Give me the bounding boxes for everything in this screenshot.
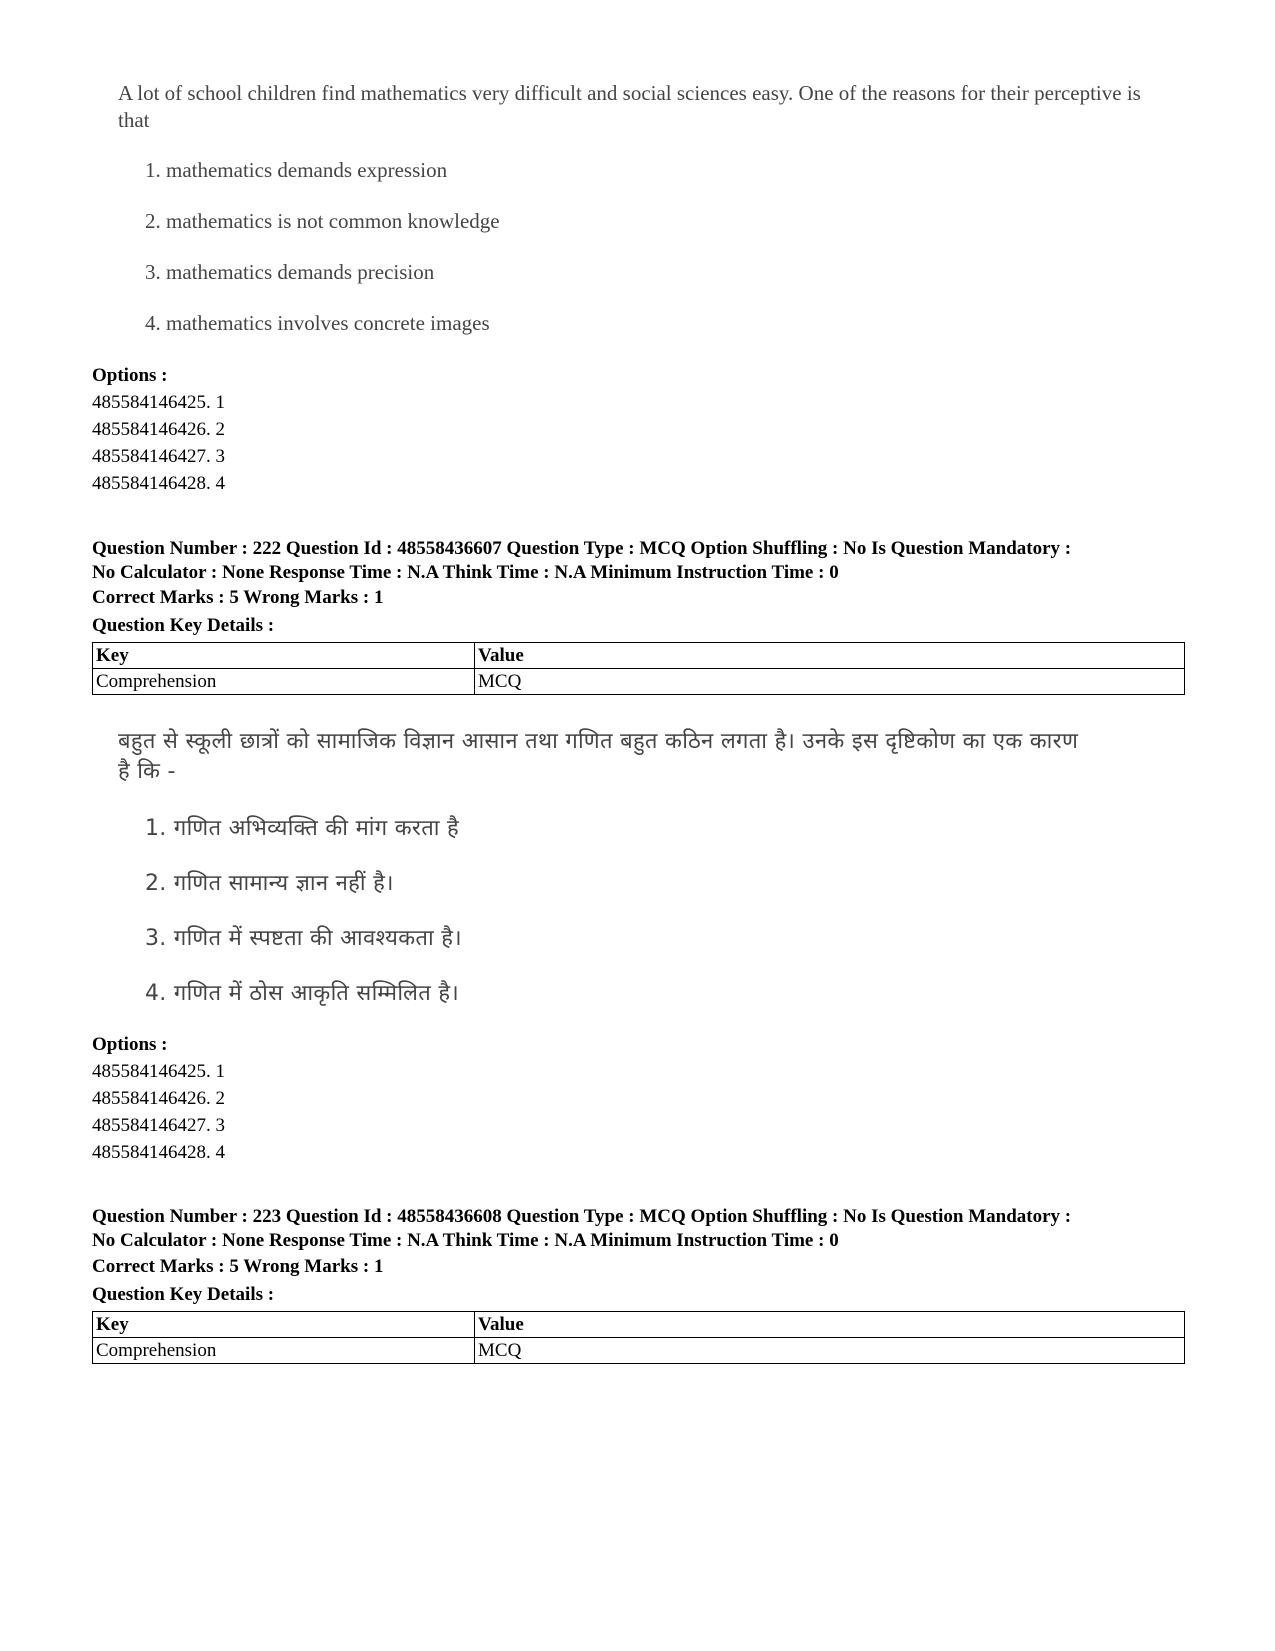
question-meta bbox=[92, 1205, 1192, 1253]
table-header-key: Key bbox=[93, 1312, 475, 1338]
choice-hindi-3: 3. गणित में स्पष्टता की आवश्यकता है। bbox=[145, 926, 462, 951]
option-line: 485584146428. 4 bbox=[92, 1142, 225, 1163]
table-cell-key: Comprehension bbox=[93, 1338, 475, 1364]
table-header-value: Value bbox=[475, 643, 1185, 669]
table-cell-key: Comprehension bbox=[93, 669, 475, 695]
choice-english-1: 1. mathematics demands expression bbox=[145, 158, 448, 182]
table-header-key: Key bbox=[93, 643, 475, 669]
option-line: 485584146426. 2 bbox=[92, 419, 225, 440]
question-text-hindi-line2: है कि - bbox=[118, 759, 176, 784]
question-text-english: A lot of school children find mathematics very difficult and social sciences easy. One of the reasons for their perceptive is that bbox=[118, 81, 1141, 132]
key-details-label: Question Key Details : bbox=[92, 1284, 275, 1305]
options-heading: Options : bbox=[92, 365, 168, 386]
table-header-row bbox=[93, 1312, 1185, 1338]
question-meta bbox=[92, 537, 1192, 585]
option-line: 485584146426. 2 bbox=[92, 1088, 225, 1109]
marks-line: Correct Marks : 5 Wrong Marks : 1 bbox=[92, 587, 384, 608]
option-line: 485584146425. 1 bbox=[92, 392, 225, 413]
question-meta-line: No Calculator : None Response Time : N.A Think Time : N.A Minimum Instruction Time : 0 bbox=[92, 562, 839, 583]
table-header-row bbox=[93, 643, 1185, 669]
question-meta-line: Question Number : 223 Question Id : 48558436608 Question Type : MCQ Option Shuffling : No Is Question Mandatory : bbox=[92, 1206, 1072, 1227]
key-details-table bbox=[92, 1311, 1185, 1364]
choice-english-4: 4. mathematics involves concrete images bbox=[145, 311, 490, 335]
choice-hindi-1: 1. गणित अभिव्यक्ति की मांग करता है bbox=[145, 816, 460, 841]
table-row bbox=[93, 669, 1185, 695]
key-details-label: Question Key Details : bbox=[92, 615, 275, 636]
key-details-table bbox=[92, 642, 1185, 695]
option-line: 485584146425. 1 bbox=[92, 1061, 225, 1082]
choice-hindi-4: 4. गणित में ठोस आकृति सम्मिलित है। bbox=[145, 981, 459, 1006]
table-row bbox=[93, 1338, 1185, 1364]
table-cell-value: MCQ bbox=[475, 669, 1185, 695]
question-meta-line: Question Number : 222 Question Id : 48558436607 Question Type : MCQ Option Shuffling : No Is Question Mandatory : bbox=[92, 538, 1072, 559]
table-cell-value: MCQ bbox=[475, 1338, 1185, 1364]
choice-hindi-2: 2. गणित सामान्य ज्ञान नहीं है। bbox=[145, 871, 394, 896]
option-line: 485584146427. 3 bbox=[92, 446, 225, 467]
choice-english-3: 3. mathematics demands precision bbox=[145, 260, 435, 284]
question-meta-line: No Calculator : None Response Time : N.A Think Time : N.A Minimum Instruction Time : 0 bbox=[92, 1230, 839, 1251]
choice-english-2: 2. mathematics is not common knowledge bbox=[145, 209, 500, 233]
option-line: 485584146428. 4 bbox=[92, 473, 225, 494]
question-text-hindi-line1: बहुत से स्कूली छात्रों को सामाजिक विज्ञान आसान तथा गणित बहुत कठिन लगता है। उनके इस दृष्टिकोण का एक कारण bbox=[118, 729, 1079, 754]
options-heading: Options : bbox=[92, 1034, 168, 1055]
option-line: 485584146427. 3 bbox=[92, 1115, 225, 1136]
table-header-value: Value bbox=[475, 1312, 1185, 1338]
marks-line: Correct Marks : 5 Wrong Marks : 1 bbox=[92, 1256, 384, 1277]
